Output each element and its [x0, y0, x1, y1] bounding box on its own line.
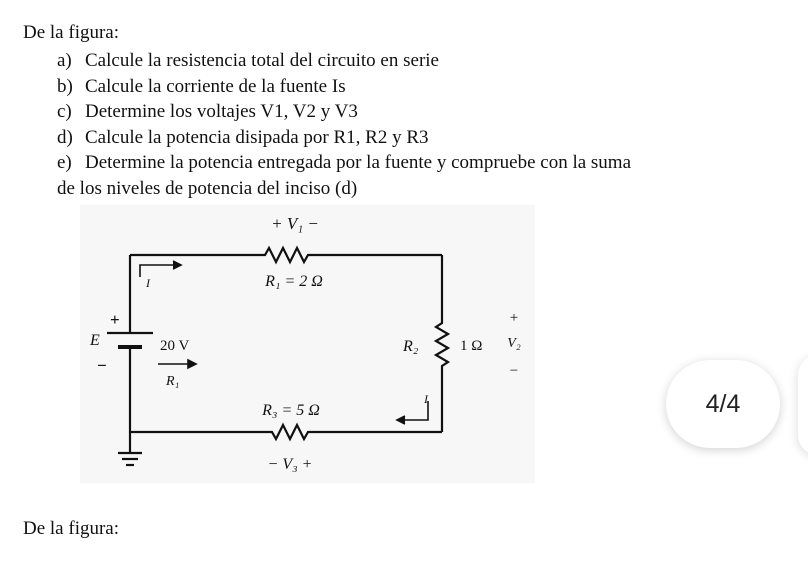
footer-heading: De la figura:	[23, 518, 120, 539]
circuit-diagram	[80, 205, 535, 483]
r3-resistor	[130, 425, 442, 439]
current-arrow-top-icon	[140, 261, 181, 277]
v1-label: + V₁ −	[271, 214, 319, 233]
r1-resistor	[130, 248, 442, 262]
r2-value: 1 Ω	[460, 338, 483, 354]
ground-icon	[118, 453, 142, 465]
r2-resistor	[436, 255, 448, 432]
source-value: 20 V	[160, 338, 190, 354]
question-c	[57, 99, 777, 125]
v2-label: V₂	[507, 336, 521, 351]
current-top-label: I	[146, 276, 150, 290]
current-arrow-source-icon	[158, 360, 196, 368]
page-indicator[interactable]	[666, 360, 780, 448]
v3-label: − V₃ +	[267, 456, 313, 473]
item-label: a)	[57, 50, 72, 71]
r1-label: R₁ = 2 Ω	[265, 273, 323, 290]
source-plus: +	[110, 310, 120, 329]
r3-label: R₃ = 5 Ω	[262, 402, 320, 419]
question-b	[57, 74, 777, 100]
item-label: d)	[57, 126, 73, 148]
question-list	[57, 48, 777, 201]
item-text: Calcule la potencia disipada por R1, R2 y R3	[85, 126, 429, 148]
r2-label: R₂	[403, 338, 419, 355]
circuit-figure	[80, 205, 535, 483]
heading: De la figura:	[23, 22, 120, 43]
question-e-continuation: de los niveles de potencia del inciso (d)	[57, 177, 358, 199]
source-current-label: R₁	[166, 374, 180, 389]
question-a	[57, 48, 777, 74]
source-name: E	[90, 332, 100, 349]
question-e	[57, 150, 777, 176]
item-label: b)	[57, 75, 73, 97]
next-page-card[interactable]	[798, 355, 808, 455]
item-text: Determine los voltajes V1, V2 y V3	[85, 101, 358, 122]
item-label: e)	[57, 152, 72, 173]
page-indicator-text: 4/4	[705, 389, 741, 418]
source-minus: −	[97, 356, 107, 375]
current-bottom-label: I	[424, 392, 428, 406]
item-text: Calcule la corriente de la fuente Is	[85, 75, 346, 97]
item-text: Determine la potencia entregada por la fuente y compruebe con la suma	[85, 152, 632, 173]
question-d	[57, 125, 777, 151]
item-label: c)	[57, 101, 72, 122]
item-text: Calcule la resistencia total del circuito en serie	[85, 50, 439, 71]
v2-plus: +	[509, 310, 519, 326]
v2-minus: −	[509, 363, 519, 379]
